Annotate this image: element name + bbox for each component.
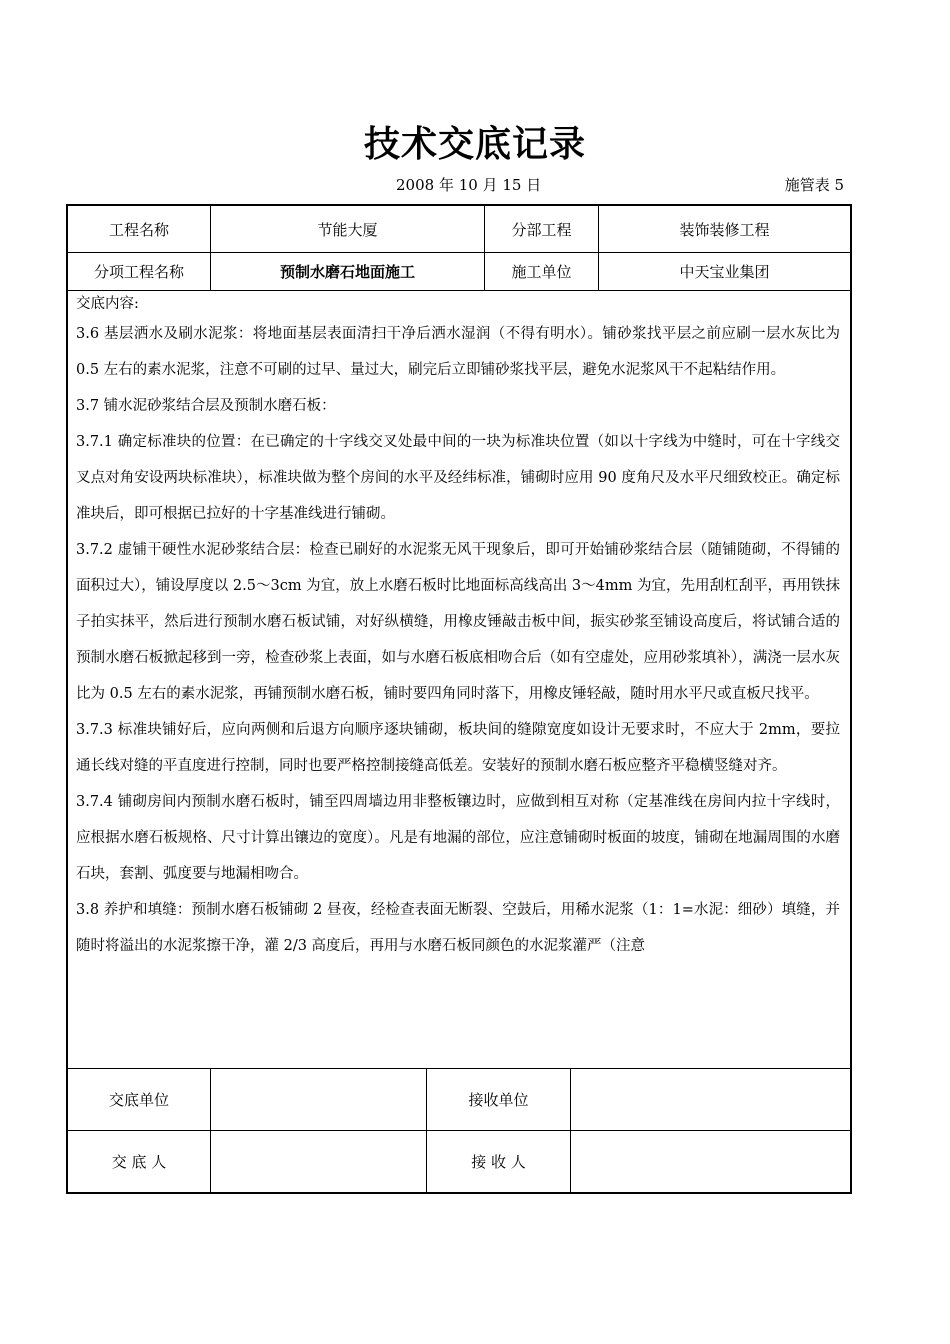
subitem-label: 分项工程名称 <box>93 263 184 281</box>
content-paragraph: 3.7.3 标准块铺好后，应向两侧和后退方向顺序逐块铺砌，板块间的缝隙宽度如设计无要求时，不应大于 2mm，要拉通长线对缝的平直度进行控制，同时也要严格控制接缝高低差。安装好的预制水磨石板应整齐平稳横竖缝对齐。 <box>76 722 840 774</box>
receiver-label: 接 收 人 <box>471 1153 526 1171</box>
briefing-content <box>76 292 840 1068</box>
issuer-unit-label: 交底单位 <box>108 1091 169 1109</box>
project-name-label: 工程名称 <box>108 220 169 239</box>
content-paragraph: 3.7.2 虚铺干硬性水泥砂浆结合层：检查已刷好的水泥浆无风干现象后，即可开始铺砂浆结合层（随铺随砌，不得铺的面积过大），铺设厚度以 2.5～3cm 为宜，放上水磨石板时比地面标高线高出 3～4mm 为宜，先用刮杠刮平，再用铁抹子拍实抹平，然后进行预制水磨石板试铺，对好纵横缝，用橡皮锤敲击板中间，振实砂浆至铺设高度后，将试铺合适的预制水磨石板掀起移到一旁，检查砂浆上表面，如与水磨石板底相吻合后（如有空虚处，应用砂浆填补），满浇一层水灰比为 0.5 左右的素水泥浆，再铺预制水磨石板，铺时要四角同时落下，用橡皮锤轻敲，随时用水平尺或直板尺找平。 <box>76 542 840 702</box>
record-date: 2008 年 10 月 15 日 <box>396 176 542 194</box>
receiver-field[interactable] <box>571 1131 850 1192</box>
record-form <box>66 204 852 1194</box>
receiver-unit-field[interactable] <box>571 1069 850 1130</box>
content-label: 交底内容: <box>76 296 139 312</box>
issuer-field[interactable] <box>211 1131 426 1192</box>
construction-unit-label: 施工单位 <box>511 263 572 281</box>
division-label: 分部工程 <box>511 220 572 239</box>
form-number: 施管表 5 <box>784 176 844 194</box>
content-paragraph: 3.7 铺水泥砂浆结合层及预制水磨石板： <box>76 398 336 414</box>
issuer-label: 交 底 人 <box>111 1153 167 1171</box>
row-divider <box>68 290 850 291</box>
content-paragraph: 3.7.1 确定标准块的位置：在已确定的十字线交叉处最中间的一块为标准块位置（如以十字线为中缝时，可在十字线交叉点对角安设两块标准块），标准块做为整个房间的水平及经纬标准，铺砌时应用 90 度角尺及水平尺细致校正。确定标准块后，即可根据已拉好的十字基准线进行铺砌。 <box>76 434 840 522</box>
content-paragraph: 3.7.4 铺砌房间内预制水磨石板时，铺至四周墙边用非整板镶边时，应做到相互对称（定基准线在房间内拉十字线时，应根据水磨石板规格、尺寸计算出镶边的宽度）。凡是有地漏的部位，应注意铺砌时板面的坡度，铺砌在地漏周围的水磨石块，套割、弧度要与地漏相吻合。 <box>76 794 840 882</box>
subitem-value: 预制水磨石地面施工 <box>279 263 415 281</box>
construction-unit-value: 中天宝业集团 <box>679 263 770 281</box>
division-value: 装饰装修工程 <box>679 220 770 239</box>
issuer-unit-field[interactable] <box>211 1069 426 1130</box>
page-title: 技术交底记录 <box>363 124 586 165</box>
content-paragraph: 3.8 养护和填缝：预制水磨石板铺砌 2 昼夜，经检查表面无断裂、空鼓后，用稀水泥浆（1：1=水泥：细砂）填缝，并随时将溢出的水泥浆擦干净，灌 2/3 高度后，再用与水磨石板同颜色的水泥浆灌严（注意 <box>76 902 840 954</box>
project-name-value: 节能大厦 <box>317 220 378 239</box>
content-paragraph: 3.6 基层洒水及刷水泥浆：将地面基层表面清扫干净后洒水湿润（不得有明水）。铺砂浆找平层之前应刷一层水灰比为 0.5 左右的素水泥浆，注意不可刷的过早、量过大，刷完后立即铺砂浆找平层，避免水泥浆风干不起粘结作用。 <box>76 326 840 378</box>
receiver-unit-label: 接收单位 <box>468 1091 529 1109</box>
